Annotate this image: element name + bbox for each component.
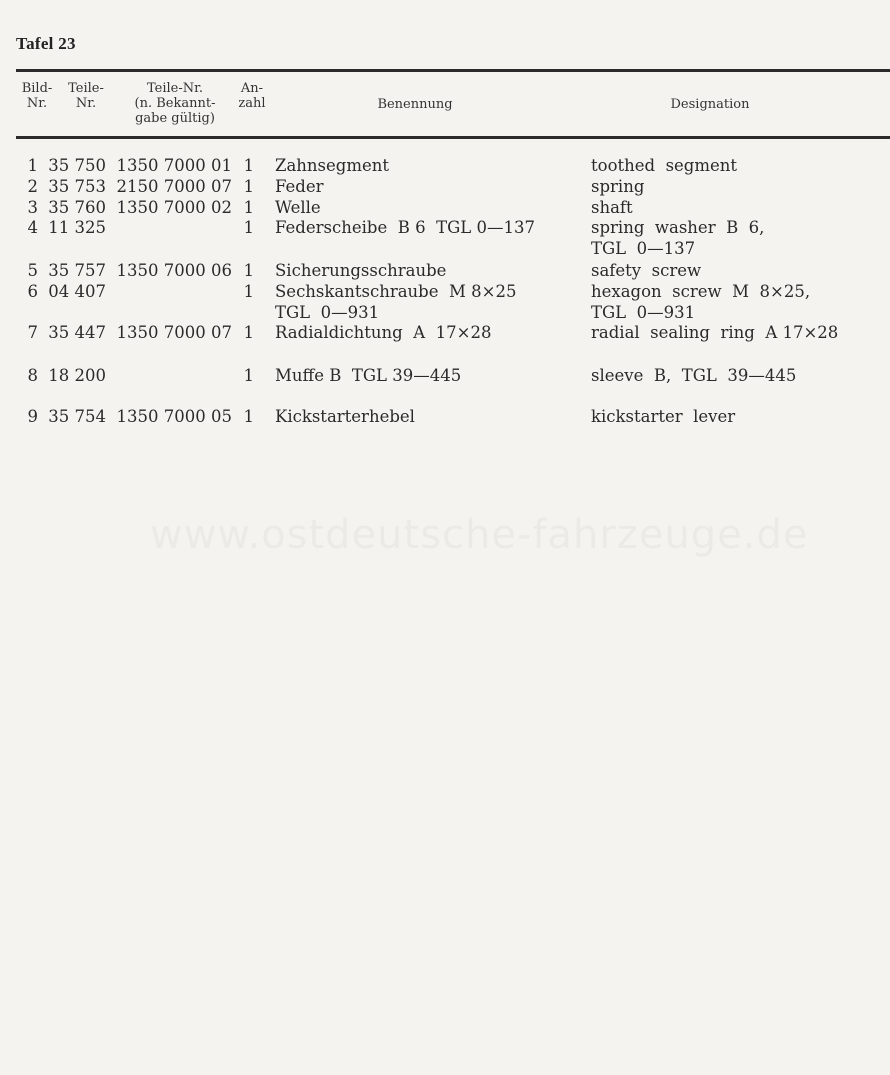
cell-teile-nr: 35 754 <box>48 407 106 426</box>
cell-teile-nr-neu: 2150 7000 07 <box>116 177 232 196</box>
cell-bild-nr: 6 <box>27 282 38 301</box>
watermark <box>150 512 809 558</box>
cell-benennung: Welle <box>275 198 321 217</box>
cell-teile-nr-neu: 1350 7000 06 <box>116 261 232 280</box>
cell-designation: safety screw <box>591 261 702 280</box>
header-line: zahl <box>238 96 266 111</box>
cell-anzahl: 1 <box>243 323 254 342</box>
cell-teile-nr: 35 760 <box>48 198 106 217</box>
cell-bild-nr: 5 <box>27 261 38 280</box>
column-header-bild-nr <box>12 81 62 111</box>
column-header-benennung: Benennung <box>377 97 453 112</box>
header-bottom-rule <box>16 136 890 139</box>
cell-benennung: Sechskantschraube M 8×25 <box>275 282 517 301</box>
cell-teile-nr-neu: 1350 7000 02 <box>116 198 232 217</box>
header-line: Teile-Nr. <box>146 81 204 96</box>
header-top-rule <box>16 69 890 72</box>
header-line: An- <box>240 81 264 96</box>
cell-designation: toothed segment <box>591 156 738 175</box>
page-title: Tafel 23 <box>16 34 76 53</box>
cell-bild-nr: 9 <box>27 407 38 426</box>
cell-anzahl: 1 <box>243 177 254 196</box>
column-header-teile-nr <box>60 81 112 111</box>
cell-bild-nr: 3 <box>27 198 38 217</box>
cell-teile-nr-neu: 1350 7000 05 <box>116 407 232 426</box>
cell-bild-nr: 8 <box>27 366 38 385</box>
cell-anzahl: 1 <box>243 261 254 280</box>
cell-benennung: Feder <box>275 177 324 196</box>
cell-designation: kickstarter lever <box>591 407 736 426</box>
cell-benennung: Zahnsegment <box>275 156 390 175</box>
cell-benennung: Radialdichtung A 17×28 <box>275 323 492 342</box>
cell-teile-nr: 04 407 <box>48 282 106 301</box>
cell-teile-nr: 35 757 <box>48 261 106 280</box>
cell-anzahl: 1 <box>243 282 254 301</box>
cell-anzahl: 1 <box>243 366 254 385</box>
cell-bild-nr: 4 <box>27 218 38 237</box>
cell-teile-nr: 35 447 <box>48 323 106 342</box>
column-header-anzahl <box>232 81 272 111</box>
cell-teile-nr: 35 753 <box>48 177 106 196</box>
cell-benennung: Kickstarterhebel <box>275 407 415 426</box>
column-header-designation: Designation <box>670 97 750 112</box>
cell-teile-nr: 11 325 <box>48 218 106 237</box>
header-line: Nr. <box>75 96 97 111</box>
cell-designation: TGL 0—137 <box>591 239 696 258</box>
header-line: Bild- <box>21 81 53 96</box>
cell-anzahl: 1 <box>243 218 254 237</box>
header-line: gabe gültig) <box>135 111 215 126</box>
cell-designation: TGL 0—931 <box>591 303 696 322</box>
cell-benennung: Muffe B TGL 39—445 <box>275 366 462 385</box>
cell-bild-nr: 2 <box>27 177 38 196</box>
cell-teile-nr: 18 200 <box>48 366 106 385</box>
header-line: Teile- <box>68 81 104 96</box>
cell-anzahl: 1 <box>243 407 254 426</box>
header-line: Nr. <box>26 96 48 111</box>
cell-designation: shaft <box>591 198 633 217</box>
header-line: (n. Bekannt- <box>134 96 216 111</box>
column-header-teile-nr-neu <box>118 81 232 126</box>
cell-teile-nr-neu: 1350 7000 07 <box>116 323 232 342</box>
cell-anzahl: 1 <box>243 198 254 217</box>
cell-bild-nr: 1 <box>27 156 38 175</box>
cell-benennung: Sicherungsschraube <box>275 261 447 280</box>
cell-benennung: Federscheibe B 6 TGL 0—137 <box>275 218 535 237</box>
cell-benennung: TGL 0—931 <box>275 303 380 322</box>
cell-designation: spring washer B 6, <box>591 218 765 237</box>
cell-designation: spring <box>591 177 645 196</box>
cell-bild-nr: 7 <box>27 323 38 342</box>
cell-teile-nr-neu: 1350 7000 01 <box>116 156 232 175</box>
cell-designation: hexagon screw M 8×25, <box>591 282 811 301</box>
cell-designation: sleeve B, TGL 39—445 <box>591 366 797 385</box>
cell-anzahl: 1 <box>243 156 254 175</box>
cell-teile-nr: 35 750 <box>48 156 106 175</box>
cell-designation: radial sealing ring A 17×28 <box>591 323 839 342</box>
